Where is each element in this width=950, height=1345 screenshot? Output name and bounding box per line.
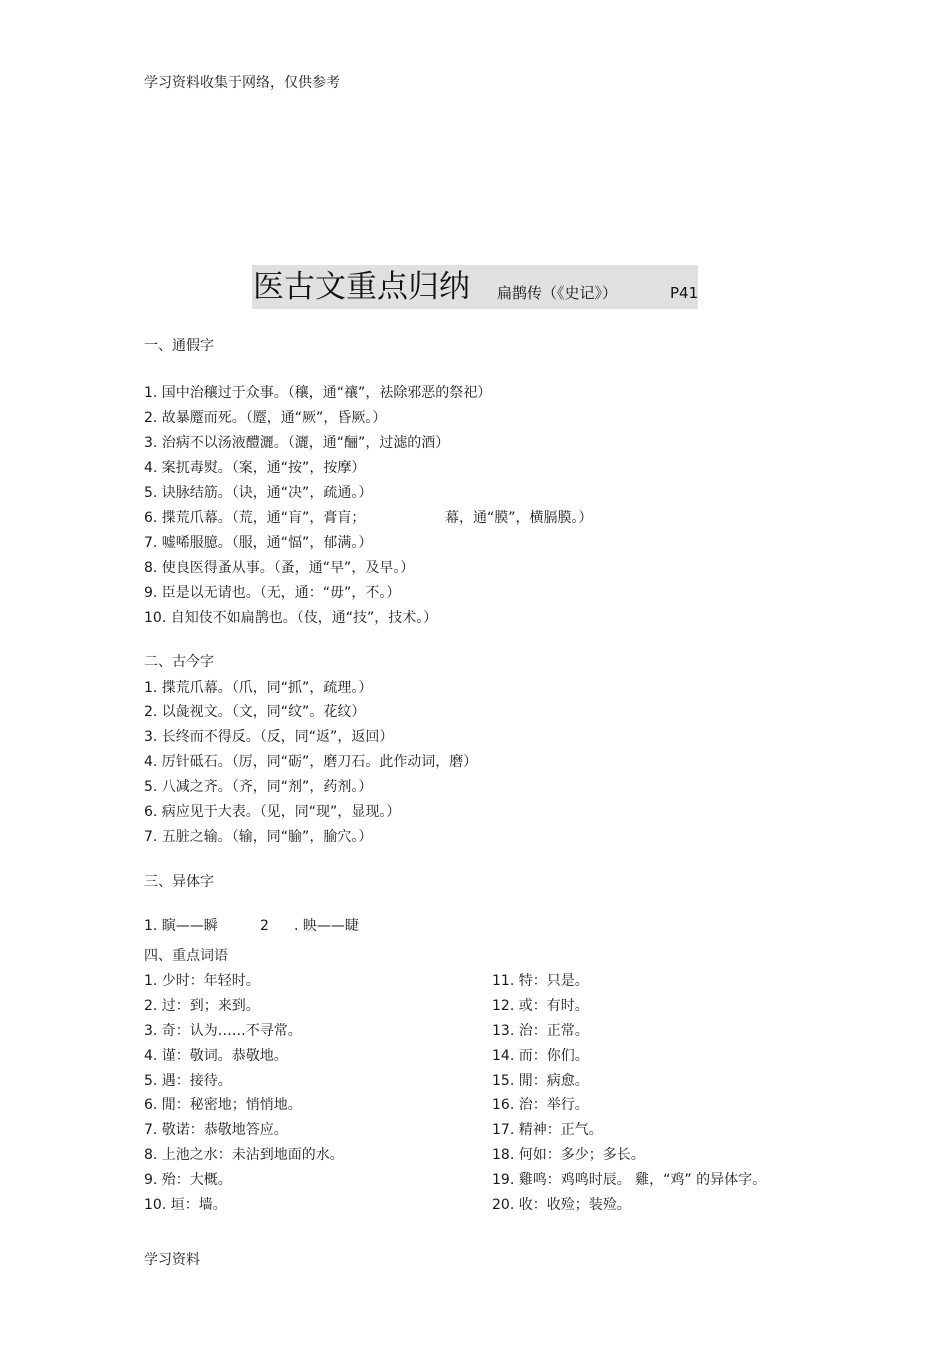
- list-item: 3. 治病不以汤液醴灑。（灑，通“酾”，过滤的酒）: [144, 435, 450, 451]
- list-item: 4. 厉针砥石。（厉，同“砺”，磨刀石。此作动词，磨）: [144, 754, 478, 770]
- list-item: 16. 治：举行。: [492, 1097, 589, 1113]
- page-title: 医古文重点归纳: [253, 269, 470, 305]
- list-item: 15. 閒：病愈。: [492, 1073, 589, 1089]
- list-item: 17. 精神：正气。: [492, 1122, 603, 1138]
- list-item: 5. 八减之齐。（齐，同“剂”，药剂。）: [144, 779, 373, 795]
- list-item: 19. 雞鸣：鸡鸣时辰。 雞，“鸡” 的异体字。: [492, 1172, 767, 1188]
- list-item: 9. 臣是以无请也。（无，通：“毋”，不。）: [144, 585, 401, 601]
- list-item: 13. 治：正常。: [492, 1023, 589, 1039]
- list-item: 2. 以彘视文。（文，同“纹”。花纹）: [144, 704, 366, 720]
- list-item: 4. 案扤毒熨。（案，通“按”，按摩）: [144, 460, 366, 476]
- list-item: 1. 瞚——瞬: [144, 918, 218, 934]
- title-page-ref: P41: [670, 284, 699, 302]
- list-item: 20. 收：收殓；装殓。: [492, 1197, 631, 1213]
- section-heading-gujin: 二、古今字: [144, 654, 214, 670]
- page-footer: 学习资料: [144, 1252, 200, 1268]
- list-item: 5. 遇：接待。: [144, 1073, 232, 1089]
- list-item-continuation: 幕，通“膜”，横膈膜。）: [445, 510, 593, 526]
- list-item: 12. 或：有时。: [492, 998, 589, 1014]
- list-item: . 眏——睫: [294, 918, 359, 934]
- list-item: 10. 垣：墙。: [144, 1197, 227, 1213]
- list-item: 2. 过：到；来到。: [144, 998, 260, 1014]
- list-item: 7. 嘘唏服臆。（服，通“愊”，郁满。）: [144, 535, 373, 551]
- list-item: 8. 上池之水：未沾到地面的水。: [144, 1147, 344, 1163]
- list-item: 14. 而：你们。: [492, 1048, 589, 1064]
- page-header: 学习资料收集于网络，仅供参考: [144, 75, 340, 91]
- list-item: 6. 揲荒爪幕。（荒，通“肓”，膏肓；: [144, 510, 366, 526]
- list-item: 1. 揲荒爪幕。（爪，同“抓”，疏理。）: [144, 680, 373, 696]
- list-item-number: 2: [260, 918, 269, 934]
- list-item: 4. 谨：敬词。恭敬地。: [144, 1048, 288, 1064]
- section-heading-ciyu: 四、重点词语: [144, 948, 228, 964]
- list-item: 1. 国中治穰过于众事。（穰，通“禳”，祛除邪恶的祭祀）: [144, 385, 492, 401]
- section-heading-yiti: 三、异体字: [144, 874, 214, 890]
- list-item: 5. 诀脉结筋。（诀，通“决”，疏通。）: [144, 485, 373, 501]
- title-subtitle: 扁鹊传（《史记》）: [497, 284, 618, 302]
- list-item: 7. 敬诺：恭敬地答应。: [144, 1122, 288, 1138]
- list-item: 2. 故暴蹷而死。（蹷，通“厥”，昏厥。）: [144, 410, 387, 426]
- list-item: 3. 奇：认为……不寻常。: [144, 1023, 302, 1039]
- list-item: 6. 閒：秘密地；悄悄地。: [144, 1097, 302, 1113]
- list-item: 1. 少时：年轻时。: [144, 973, 260, 989]
- list-item: 6. 病应见于大表。（见，同“现”，显现。）: [144, 804, 401, 820]
- section-heading-tongjia: 一、通假字: [144, 338, 214, 354]
- list-item: 3. 长终而不得反。（反，同“返”，返回）: [144, 729, 394, 745]
- list-item: 8. 使良医得蚤从事。（蚤，通“早”，及早。）: [144, 560, 415, 576]
- list-item: 11. 特：只是。: [492, 973, 589, 989]
- list-item: 18. 何如：多少；多长。: [492, 1147, 645, 1163]
- list-item: 10. 自知伎不如扁鹊也。（伎，通“技”，技术。）: [144, 610, 438, 626]
- list-item: 7. 五脏之输。（输，同“腧”，腧穴。）: [144, 829, 373, 845]
- list-item: 9. 殆：大概。: [144, 1172, 232, 1188]
